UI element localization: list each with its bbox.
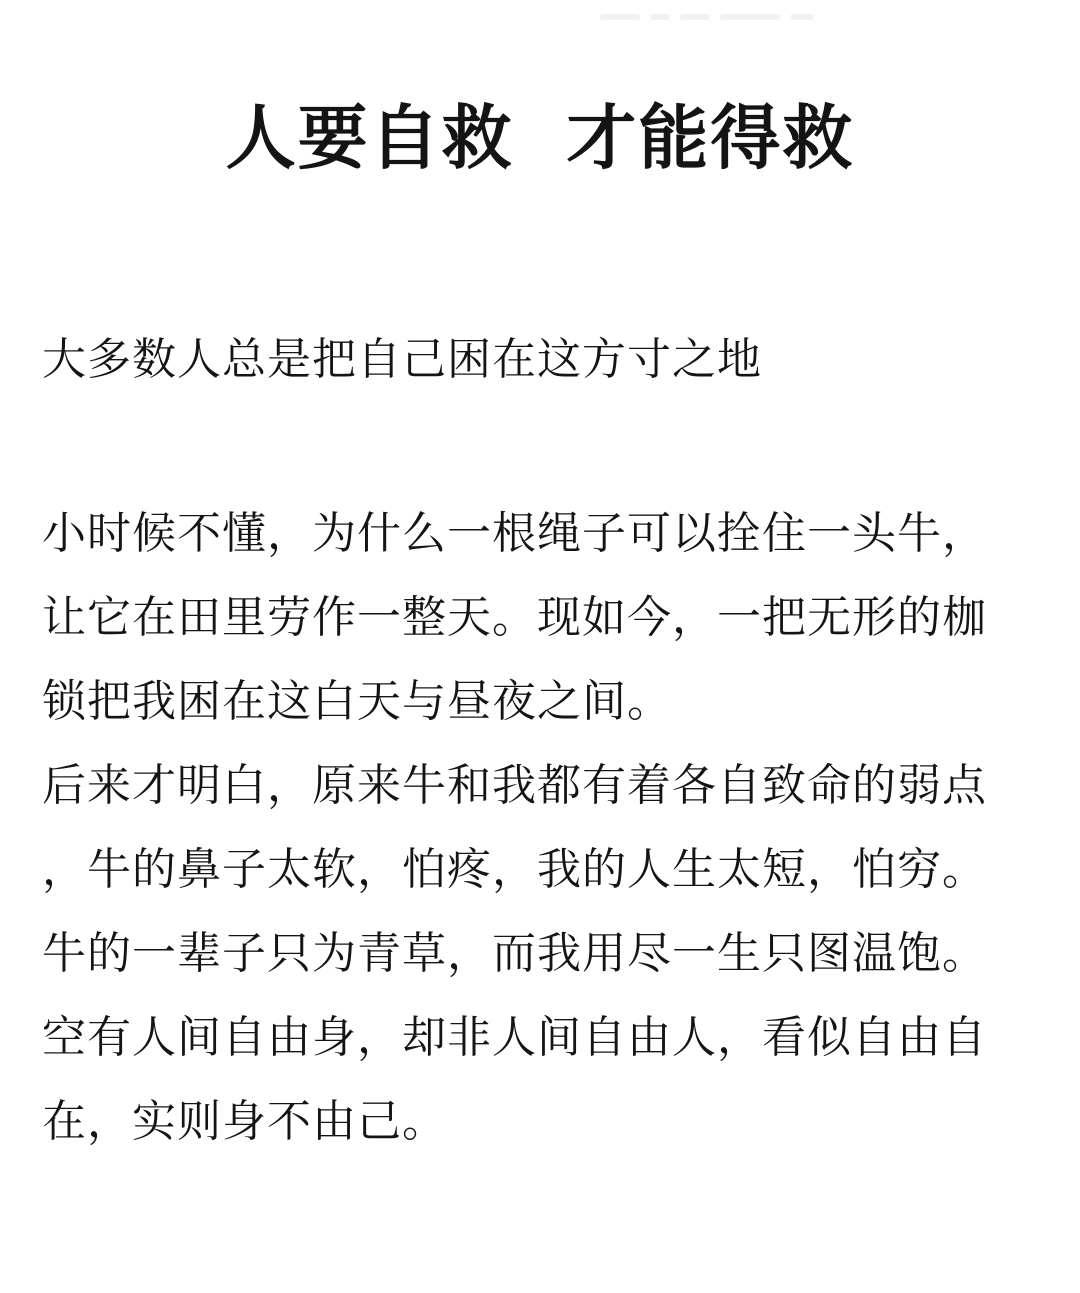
- intro-paragraph: [42, 318, 762, 402]
- intro-line: 大多数人总是把自己困在这方寸之地: [42, 334, 762, 385]
- body-line-6: 牛的一辈子只为青草，而我用尽一生只图温饱。: [42, 928, 987, 979]
- body-line-7: 空有人间自由身，却非人间自由人，看似自由自: [42, 1012, 987, 1063]
- body-line-8: 在，实则身不由己。: [42, 1096, 447, 1147]
- body-line-2: 让它在田里劳作一整天。现如今，一把无形的枷: [42, 592, 987, 643]
- article-title: 人要自救 才能得救: [225, 97, 855, 179]
- body-line-5: ，牛的鼻子太软，怕疼，我的人生太短，怕穷。: [42, 844, 987, 895]
- body-paragraph: [42, 492, 987, 1164]
- faded-status-bar: [600, 6, 930, 20]
- body-line-4: 后来才明白，原来牛和我都有着各自致命的弱点: [42, 760, 987, 811]
- body-line-1: 小时候不懂，为什么一根绳子可以拴住一头牛，: [42, 508, 987, 559]
- body-line-3: 锁把我困在这白天与昼夜之间。: [42, 676, 672, 727]
